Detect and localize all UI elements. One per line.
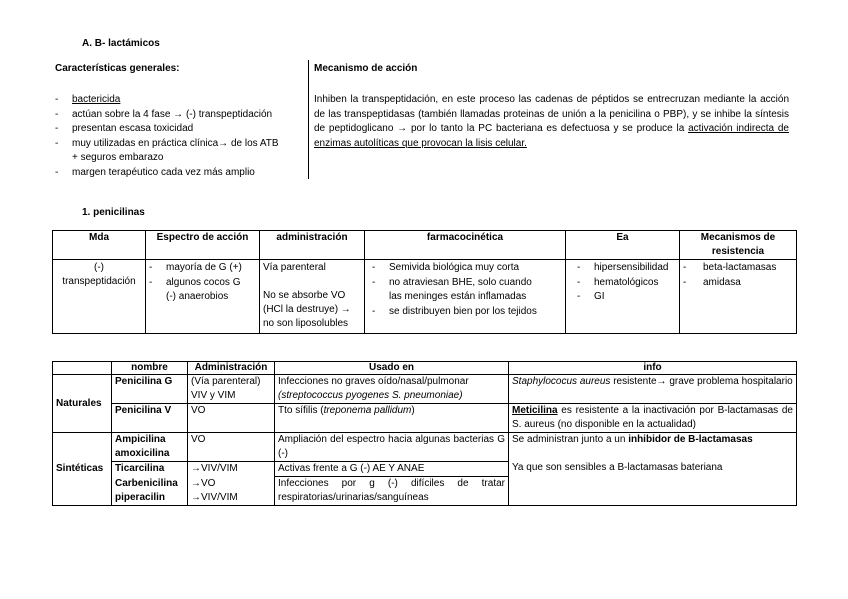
admin-cell: →VO →VIV/VIM [188,477,275,506]
drug-name: Penicilina V [112,404,188,433]
info-cell: Staphylococus aureus resistente→ grave problema hospitalario [509,375,797,404]
info-cell: Se administran junto a un inhibidor de B-lactamasas Ya que son sensibles a B-lactamasas bateriana [509,433,797,506]
list-item: - muy utilizadas en práctica clínica→ de los ATB [55,137,305,152]
ea-cell: - hipersensibilidad - hematológicos - GI [566,260,680,334]
col-header: Mecanismos de resistencia [680,231,797,260]
col-header: info [509,362,797,375]
list-item: - margen terapéutico cada vez más amplio [55,166,305,181]
uso-cell: Activas frente a G (-) AE Y ANAE [275,462,509,477]
col-header: Espectro de acción [146,231,260,260]
table-row [53,433,797,462]
uso-cell: Infecciones no graves oído/nasal/pulmonar (streptococcus pyogenes S. pneumoniae) [275,375,509,404]
list-item: - actúan sobre la 4 fase → (-) transpeptidación [55,108,305,123]
mechanism-paragraph: Inhiben la transpeptidación, en este proceso las cadenas de péptidos se entrecruzan mediante la acción de las transpeptidasas (también llamadas proteinas de unión a la penicilina o PBP), y se inhibe la síntesis de peptidoglicano → por lo tanto la PC bacteriana es defectuosa y se produce la activación indirecta de enzimas autolíticas que provocan la lisis celular. [314,94,789,149]
col-header: Administración [188,362,275,375]
col-header: Usado en [275,362,509,375]
characteristics-list [55,93,305,180]
col-header-empty [53,362,112,375]
uso-cell: Ampliación del espectro hacia algunas bacterias G (-) [275,433,509,462]
farmacocinetica-cell: - Semivida biológica muy corta - no atraviesan BHE, solo cuando las meninges están inflamadas - se distribuyen bien por los tejidos [365,260,566,334]
col-header: Ea [566,231,680,260]
admin-cell: →VIV/VIM [188,462,275,477]
table-header-row [53,362,797,375]
group-naturales: Naturales [53,375,112,433]
drug-name: Penicilina G [112,375,188,404]
penicilinas-table [52,230,797,334]
mda-cell: (-) transpeptidación [53,260,146,334]
administracion-cell: Vía parenteral No se absorbe VO (HCl la destruye) → no son liposolubles [260,260,365,334]
list-item: - presentan escasa toxicidad [55,122,305,137]
drug-name: Ampicilina amoxicilina [112,433,188,462]
table-row [53,404,797,433]
column-divider [308,60,309,179]
col-header: Mda [53,231,146,260]
drug-name: Carbenicilina piperacilin [112,477,188,506]
subsection-title: 1. penicilinas [82,207,145,218]
col-header: farmacocinética [365,231,566,260]
admin-cell: VO [188,433,275,462]
table-row [53,375,797,404]
uso-cell: Infecciones por g (-) difíciles de tratar respiratorias/urinarias/sanguíneas [275,477,509,506]
uso-cell: Tto sífilis (treponema pallidum) [275,404,509,433]
col-header: nombre [112,362,188,375]
list-item: - bactericida [55,93,305,108]
table-header-row [53,231,797,260]
resistencia-cell: - beta-lactamasas - amidasa [680,260,797,334]
drug-name: Ticarcilina [112,462,188,477]
espectro-cell: - mayoría de G (+) - algunos cocos G (-) anaerobios [146,260,260,334]
table-row [53,260,797,334]
admin-cell: VO [188,404,275,433]
list-item-continuation: + seguros embarazo [72,152,164,163]
penicilinas-types-table [52,361,797,506]
general-characteristics-heading: Características generales: [55,63,180,74]
mechanism-heading: Mecanismo de acción [314,63,418,74]
admin-cell: (Vía parenteral) VIV y VIM [188,375,275,404]
col-header: administración [260,231,365,260]
info-cell: Meticilina es resistente a la inactivación por B-lactamasas de S. aureus (no disponible en la actualidad) [509,404,797,433]
group-sinteticas: Sintéticas [53,433,112,506]
section-title: A. B- lactámicos [82,38,160,49]
